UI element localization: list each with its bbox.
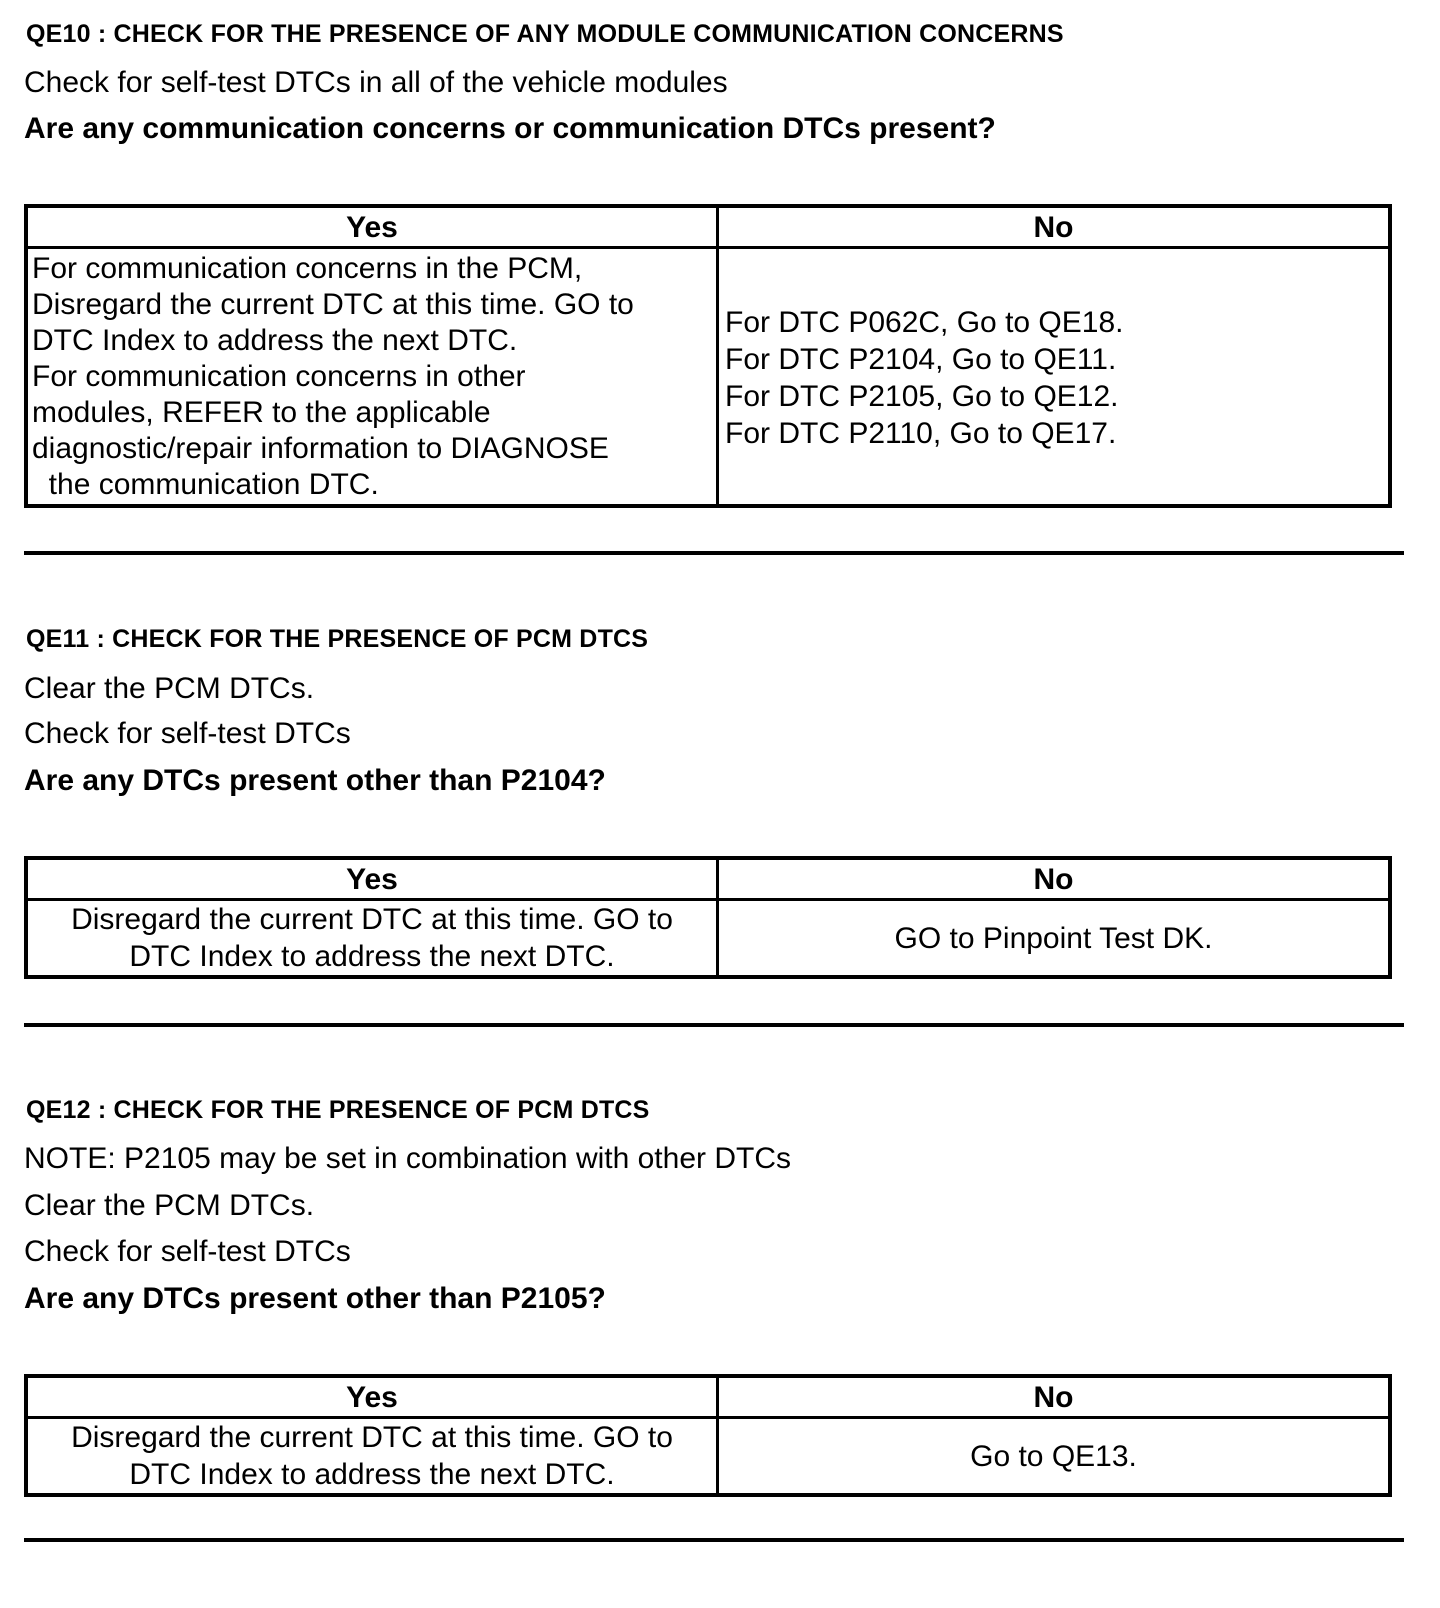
qe10-yes-line: For communication concerns in other bbox=[32, 359, 526, 393]
qe11-yes-cell bbox=[26, 900, 718, 978]
qe11-yes-header: Yes bbox=[26, 858, 718, 900]
qe10-question: Are any communication concerns or communication DTCs present? bbox=[24, 112, 996, 145]
section-divider bbox=[24, 551, 1404, 555]
qe12-instruction-2: Check for self-test DTCs bbox=[24, 1235, 351, 1268]
qe10-no-line: For DTC P2110, Go to QE17. bbox=[725, 417, 1117, 450]
qe11-yes-line: DTC Index to address the next DTC. bbox=[129, 940, 615, 973]
qe10-heading: QE10 : CHECK FOR THE PRESENCE OF ANY MODULE COMMUNICATION CONCERNS bbox=[26, 20, 1064, 48]
qe12-instruction-1: Clear the PCM DTCs. bbox=[24, 1189, 315, 1222]
qe10-yes-header: Yes bbox=[26, 206, 718, 248]
qe11-decision-table bbox=[24, 856, 1392, 979]
qe11-no-cell bbox=[718, 900, 1391, 978]
qe11-heading: QE11 : CHECK FOR THE PRESENCE OF PCM DTCS bbox=[26, 625, 649, 653]
qe10-no-line: For DTC P062C, Go to QE18. bbox=[725, 306, 1124, 339]
qe12-body-row bbox=[26, 1418, 1390, 1496]
qe10-header-row bbox=[26, 206, 1390, 248]
qe10-yes-line: diagnostic/repair information to DIAGNOSE bbox=[32, 431, 609, 465]
qe10-yes-line: For communication concerns in the PCM, bbox=[32, 251, 583, 285]
qe11-yes-line: Disregard the current DTC at this time. GO to bbox=[71, 903, 673, 936]
qe10-yes-line: modules, REFER to the applicable bbox=[32, 395, 491, 429]
qe11-instruction-1: Clear the PCM DTCs. bbox=[24, 672, 315, 705]
qe12-heading: QE12 : CHECK FOR THE PRESENCE OF PCM DTCS bbox=[26, 1096, 650, 1124]
qe11-no-header: No bbox=[718, 858, 1391, 900]
section-divider bbox=[24, 1538, 1404, 1542]
qe12-no-header: No bbox=[718, 1376, 1391, 1418]
qe12-yes-line: Disregard the current DTC at this time. GO to bbox=[71, 1421, 673, 1454]
qe10-yes-line: DTC Index to address the next DTC. bbox=[32, 323, 518, 357]
qe10-no-line: For DTC P2105, Go to QE12. bbox=[725, 380, 1119, 413]
qe12-no-text: Go to QE13. bbox=[970, 1439, 1137, 1473]
qe11-header-row bbox=[26, 858, 1390, 900]
qe12-decision-table bbox=[24, 1374, 1392, 1497]
qe10-body-row bbox=[26, 248, 1390, 507]
qe11-question: Are any DTCs present other than P2104? bbox=[24, 764, 606, 797]
qe10-no-cell bbox=[718, 248, 1391, 507]
qe10-no-header: No bbox=[718, 206, 1391, 248]
qe11-no-text: GO to Pinpoint Test DK. bbox=[894, 921, 1213, 955]
qe12-header-row bbox=[26, 1376, 1390, 1418]
qe12-no-cell bbox=[718, 1418, 1391, 1496]
qe12-question: Are any DTCs present other than P2105? bbox=[24, 1282, 606, 1315]
qe10-yes-line: Disregard the current DTC at this time. GO to bbox=[32, 287, 634, 321]
qe12-yes-header: Yes bbox=[26, 1376, 718, 1418]
section-divider bbox=[24, 1023, 1404, 1027]
qe10-yes-cell bbox=[26, 248, 718, 507]
qe12-yes-cell bbox=[26, 1418, 718, 1496]
qe10-instruction-1: Check for self-test DTCs in all of the vehicle modules bbox=[24, 66, 728, 99]
qe10-decision-table bbox=[24, 204, 1392, 508]
qe10-no-line: For DTC P2104, Go to QE11. bbox=[725, 343, 1117, 376]
qe11-body-row bbox=[26, 900, 1390, 978]
qe12-note: NOTE: P2105 may be set in combination with other DTCs bbox=[24, 1142, 791, 1175]
qe10-yes-line: the communication DTC. bbox=[32, 467, 379, 501]
qe12-yes-line: DTC Index to address the next DTC. bbox=[129, 1458, 615, 1491]
qe11-instruction-2: Check for self-test DTCs bbox=[24, 717, 351, 750]
